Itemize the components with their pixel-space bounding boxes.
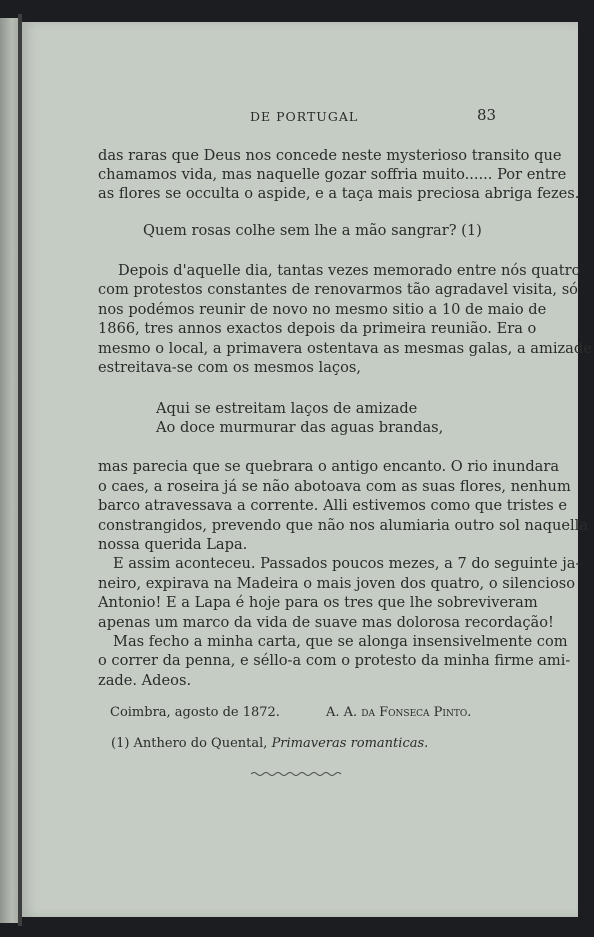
text-line: o caes, a roseira já se não abotoava com as suas flores, nenhum <box>98 478 571 495</box>
footnote <box>111 736 428 751</box>
text-line: 1866, tres annos exactos depois da primeira reunião. Era o <box>98 320 537 337</box>
facing-page-edge <box>0 18 20 923</box>
text-line: mas parecia que se quebrara o antigo encanto. O rio inundara <box>98 458 560 475</box>
text-line: as flores se occulta o aspide, e a taça mais preciosa abriga fezes. <box>98 185 580 202</box>
text-line: nos podémos reunir de novo no mesmo sitio a 10 de maio de <box>98 301 547 318</box>
text-line: das raras que Deus nos concede neste mysterioso transito que <box>98 147 562 164</box>
page-number: 83 <box>477 106 497 124</box>
text-line: Mas fecho a minha carta, que se alonga insensivelmente com <box>113 633 568 650</box>
text-line: chamamos vida, mas naquelle gozar soffria muito...... Por entre <box>98 166 567 183</box>
text-line: Depois d'aquelle dia, tantas vezes memorado entre nós quatro <box>118 262 581 279</box>
text-line: apenas um marco da vida de suave mas dolorosa recordação! <box>98 614 554 631</box>
running-head: DE PORTUGAL <box>250 109 359 124</box>
footnote-work-title: Primaveras romanticas. <box>271 736 429 751</box>
text-line: E assim aconteceu. Passados poucos mezes, a 7 do seguinte ja- <box>113 555 581 572</box>
text-line: nossa querida Lapa. <box>98 536 248 553</box>
text-line: Antonio! E a Lapa é hoje para os tres que lhe sobreviveram <box>98 594 538 611</box>
ornamental-divider <box>251 770 343 778</box>
text-line: estreitava-se com os mesmos laços, <box>98 359 362 376</box>
footnote-reference: (1) Anthero do Quental, <box>111 736 268 751</box>
text-line: constrangidos, prevendo que não nos alumiaria outro sol naquella <box>98 517 589 534</box>
text-line: barco atravessava a corrente. Alli estivemos como que tristes e <box>98 497 568 514</box>
page-content <box>22 22 592 917</box>
book-page <box>22 22 592 917</box>
author-signature: A. A. da Fonseca Pinto. <box>326 705 472 720</box>
verse-line: Ao doce murmurar das aguas brandas, <box>156 419 444 436</box>
text-line: mesmo o local, a primavera ostentava as mesmas galas, a amizade <box>98 340 592 357</box>
text-line: zade. Adeos. <box>98 672 192 689</box>
verse-line: Aqui se estreitam laços de amizade <box>156 400 418 417</box>
text-line: o correr da penna, e séllo-a com o protesto da minha firme ami- <box>98 652 571 669</box>
quoted-verse: Quem rosas colhe sem lhe a mão sangrar? (1) <box>143 222 482 239</box>
text-line: neiro, expirava na Madeira o mais joven dos quatro, o silencioso <box>98 575 576 592</box>
text-line: com protestos constantes de renovarmos tão agradavel visita, só <box>98 281 578 298</box>
place-date: Coimbra, agosto de 1872. <box>110 705 280 720</box>
